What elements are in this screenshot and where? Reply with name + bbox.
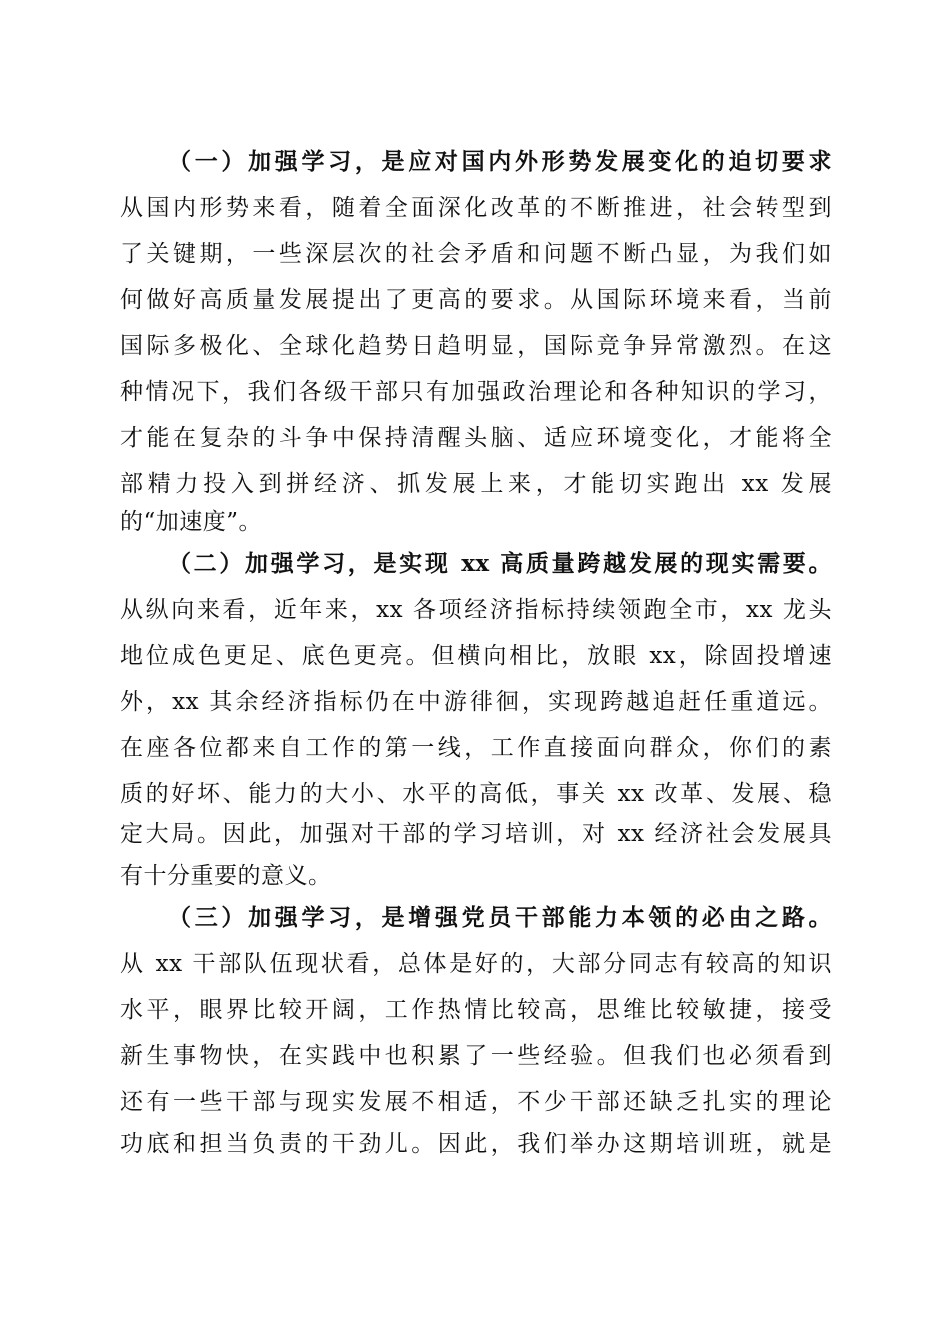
paragraph-line: 定大局。因此，加强对干部的学习培训，对 xx 经济社会发展具 [120,821,832,847]
section-1-heading: （一）加强学习，是应对国内外形势发展变化的迫切要求 [168,148,832,175]
paragraph-line: 何做好高质量发展提出了更高的要求。从国际环境来看，当前 [120,287,832,313]
paragraph-line: 了关键期，一些深层次的社会矛盾和问题不断凸显，为我们如 [120,241,832,267]
paragraph-line: 部精力投入到拼经济、抓发展上来，才能切实跑出 xx 发展 [120,471,832,497]
paragraph-line: 的“加速度”。 [120,509,263,535]
paragraph-line: 种情况下，我们各级干部只有加强政治理论和各种知识的学习， [120,379,832,405]
paragraph-line: 还有一些干部与现实发展不相适，不少干部还缺乏扎实的理论 [120,1089,832,1115]
paragraph-line: 外，xx 其余经济指标仍在中游徘徊，实现跨越追赶任重道远。 [120,689,832,715]
section-2-heading: （二）加强学习，是实现 xx 高质量跨越发展的现实需要。 [168,550,832,577]
paragraph-line: 有十分重要的意义。 [120,863,332,889]
paragraph-line: 水平，眼界比较开阔，工作热情比较高，思维比较敏捷，接受 [120,997,832,1023]
paragraph-line: 从 xx 干部队伍现状看，总体是好的，大部分同志有较高的知识 [120,951,832,977]
paragraph-line: 新生事物快，在实践中也积累了一些经验。但我们也必须看到 [120,1043,832,1069]
paragraph-line: 从纵向来看，近年来，xx 各项经济指标持续领跑全市，xx 龙头 [120,597,832,623]
paragraph-line: 在座各位都来自工作的第一线，工作直接面向群众，你们的素 [120,735,832,761]
paragraph-line: 功底和担当负责的干劲儿。因此，我们举办这期培训班，就是 [120,1131,832,1157]
section-3-heading: （三）加强学习，是增强党员干部能力本领的必由之路。 [168,904,832,931]
paragraph-line: 质的好坏、能力的大小、水平的高低，事关 xx 改革、发展、稳 [120,781,832,807]
paragraph-line: 国际多极化、全球化趋势日趋明显，国际竞争异常激烈。在这 [120,333,832,359]
paragraph-line: 从国内形势来看，随着全面深化改革的不断推进，社会转型到 [120,195,832,221]
paragraph-line: 地位成色更足、底色更亮。但横向相比，放眼 xx，除固投增速 [120,643,832,669]
paragraph-line: 才能在复杂的斗争中保持清醒头脑、适应环境变化，才能将全 [120,425,832,451]
